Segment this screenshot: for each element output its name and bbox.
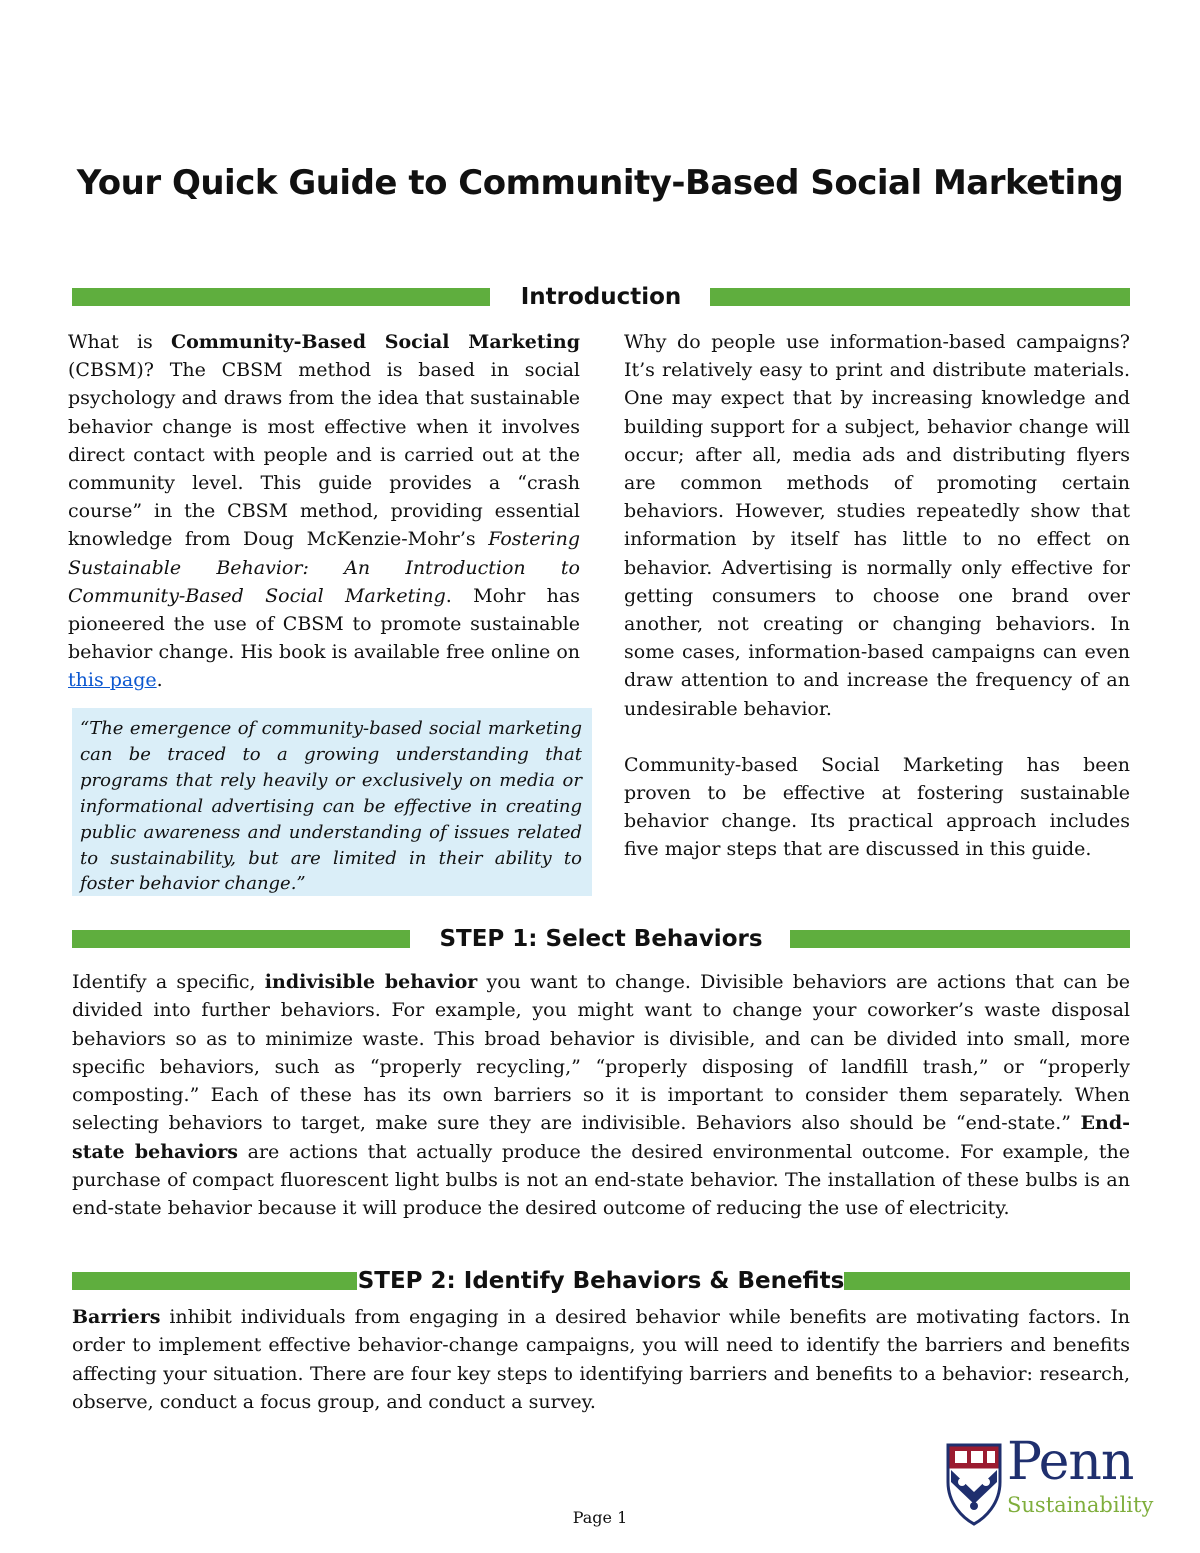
text-run: . [156, 669, 163, 692]
intro-left-column [68, 328, 580, 695]
book-title: Fostering Sustainable Behavior: An Introduction to Community-Based Social Marketing [68, 528, 580, 607]
text-run: Identify a specific, [72, 971, 265, 993]
book-link[interactable]: this page [68, 669, 157, 692]
quote-text: “The emergence of community-based social marketing can be traced to a growing understanding that programs that rely heavily or exclusively on media or informational advertising can be effective in creating public awareness and understanding of issues related to sustainability, but are limited in their ability to foster behavior change.” [80, 718, 582, 895]
logo-wordmark: Penn [1007, 1432, 1134, 1492]
intro-right-column [624, 328, 1130, 864]
section-heading: STEP 1: Select Behaviors [439, 926, 763, 952]
intro-paragraph [68, 328, 580, 695]
section-header-step-2 [72, 1264, 1130, 1298]
text-run: . Mohr has pioneered the use of CBSM to promote sustainable behavior change. His book is available free online on [68, 584, 580, 664]
step-1-body [72, 968, 1130, 1223]
penn-shield-icon [945, 1442, 1003, 1526]
text-run: inhibit individuals from engaging in a desired behavior while benefits are motivating factors. In order to implement effective behavior-change campaigns, you will need to identify the barriers and benefits affecting your situation. There are four key steps to identifying barriers and benefits to a behavior: research, observe, conduct a focus group, and conduct a survey. [72, 1306, 1130, 1413]
intro-right-paragraph-1: Why do people use information-based campaigns? It’s relatively easy to print and distribute materials. One may expect that by increasing knowledge and building support for a subject, behavior change will occur; after all, media ads and distributing flyers are common methods of promoting certain behaviors. However, studies repeatedly show that information by itself has little to no effect on behavior. Advertising is normally only effective for getting consumers to choose one brand over another, not creating or changing behaviors. In some cases, information-based campaigns can even draw attention to and increase the frequency of an undesirable behavior. [624, 331, 1130, 720]
bold-term: indivisible behavior [264, 971, 478, 993]
section-heading: Introduction [520, 284, 682, 310]
page-number: Page 1 [572, 1508, 628, 1527]
bold-term: Community-Based Social Marketing [171, 331, 580, 353]
intro-right-paragraph-2: Community-based Social Marketing has been proven to be effective at fostering sustainable behavior change. Its practical approach includes five major steps that are discussed in this guide. [624, 753, 1130, 861]
section-header-step-1 [72, 922, 1130, 956]
quote-box [72, 708, 592, 896]
section-header-introduction [72, 280, 1130, 314]
page-title: Your Quick Guide to Community-Based Social Marketing [76, 163, 1124, 203]
penn-sustainability-logo [945, 1432, 1154, 1530]
bold-term: Barriers [72, 1306, 161, 1328]
text-run: are actions that actually produce the desired environmental outcome. For example, the purchase of compact fluorescent light bulbs is not an end-state behavior. The installation of these bulbs is an end-state behavior because it will produce the desired outcome of reducing the use of electricity. [72, 1140, 1130, 1220]
logo-subtitle: Sustainability [1007, 1493, 1154, 1517]
step-2-body [72, 1303, 1130, 1416]
step-2-paragraph [72, 1303, 1130, 1416]
text-run: you want to change. Divisible behaviors are actions that can be divided into further behaviors. For example, you might want to change your coworker’s waste disposal behaviors so as to minimize waste. This broad behavior is divisible, and can be divided into small, more specific behaviors, such as “properly recycling,” “properly disposing of landfill trash,” or “properly composting.” Each of these has its own barriers so it is important to consider them separately. When selecting behaviors to target, make sure they are indivisible. Behaviors also should be “end-state.” [72, 971, 1130, 1135]
bold-term: End-state behaviors [72, 1112, 1130, 1163]
step-1-paragraph [72, 968, 1130, 1223]
text-run: What is [68, 331, 171, 353]
section-heading: STEP 2: Identify Behaviors & Benefits [357, 1268, 845, 1294]
text-run: (CBSM)? The CBSM method is based in social psychology and draws from the idea that sustainable behavior change is most effective when it involves direct contact with people and is carried out at the community level. This guide provides a “crash course” in the CBSM method, providing essential knowledge from Doug McKenzie-Mohr’s [68, 359, 580, 551]
